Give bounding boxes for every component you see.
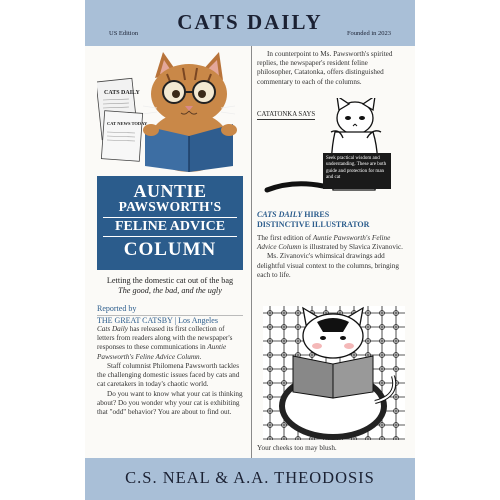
headline-line2: DISTINCTIVE ILLUSTRATOR [257, 220, 370, 230]
byline [97, 304, 243, 327]
article-text: is illustrated by Slavica Zivanovic. [301, 243, 403, 252]
book-title-block [97, 176, 243, 270]
book-title-line: FELINE ADVICE [103, 217, 237, 237]
book-title-line: COLUMN [123, 238, 217, 260]
headline-rest: HIRES [302, 210, 330, 219]
left-article [97, 325, 243, 417]
byline-reported-by: Reported by [97, 304, 137, 313]
masthead [85, 0, 415, 46]
newspaper-back-text: CAT NEWS TODAY [107, 121, 148, 126]
tagline-main: Letting the domestic cat out of the bag [106, 276, 234, 285]
newspaper-stack-icon [97, 78, 148, 161]
newspaper-title: CATS DAILY [177, 10, 323, 34]
byline-source: THE GREAT CATSBY [97, 316, 173, 326]
edition-label: US Edition [109, 30, 139, 37]
headline-lead: CATS DAILY [257, 210, 303, 219]
catatonka-quote: Seek practical wisdom and understanding. These are both guide and protection for man and cat [323, 153, 391, 189]
catatonka-label: CATATONKA SAYS [257, 111, 316, 118]
article-lead: Cats Daily [97, 325, 128, 333]
byline-location: Los Angeles [178, 316, 218, 326]
illustrator-article [257, 234, 405, 280]
founded-label: Founded in 2023 [346, 30, 391, 37]
article-book-title: Auntie Pawsworth's Feline Advice Column [257, 234, 391, 252]
cat-reading-illustration [97, 50, 243, 172]
right-top-article: In counterpoint to Ms. Pawsworth's spirited replies, the newspaper's resident feline philosopher, Catatonka, offers distinguished commentary to each of the columns. [257, 50, 393, 86]
illustrator-headline [257, 210, 405, 231]
footer-bar [85, 458, 415, 500]
article-book-title: Auntie Pawsworth's Feline Advice Column. [97, 343, 227, 361]
authors: C.S. NEAL & A.A. THEODOSIS [125, 468, 375, 487]
byline-separator: | [172, 316, 179, 326]
article-text: has released its first collection of letters from readers along with the newspaper's responses to these communications in [97, 325, 233, 352]
tagline [97, 276, 243, 297]
newspaper-front-text: CATS DAILY [104, 90, 140, 96]
book-title-line: PAWSWORTH'S [118, 199, 222, 214]
illustration-caption: Your cheeks too may blush. [257, 444, 337, 452]
tagline-sub: The good, the bad, and the ugly [118, 286, 222, 296]
article-paragraph: Ms. Zivanovic's whimsical drawings add delightful visual context to the columns, bringing each to life. [257, 252, 399, 279]
book-title-line: AUNTIE [133, 181, 207, 201]
article-text: The first edition of [257, 234, 313, 242]
book-cover [85, 0, 415, 500]
column-divider [251, 46, 252, 458]
article-paragraph: Do you want to know what your cat is thinking about? Do you wonder why your cat is exhibiting that "odd" behavior? You are about to find out. [97, 389, 243, 416]
article-paragraph: Staff columnist Philomena Pawsworth tackles the challenging domestic issues faced by cats and cat caretakers in today's chaotic world. [97, 361, 240, 389]
blushing-cat-illustration [263, 306, 405, 440]
